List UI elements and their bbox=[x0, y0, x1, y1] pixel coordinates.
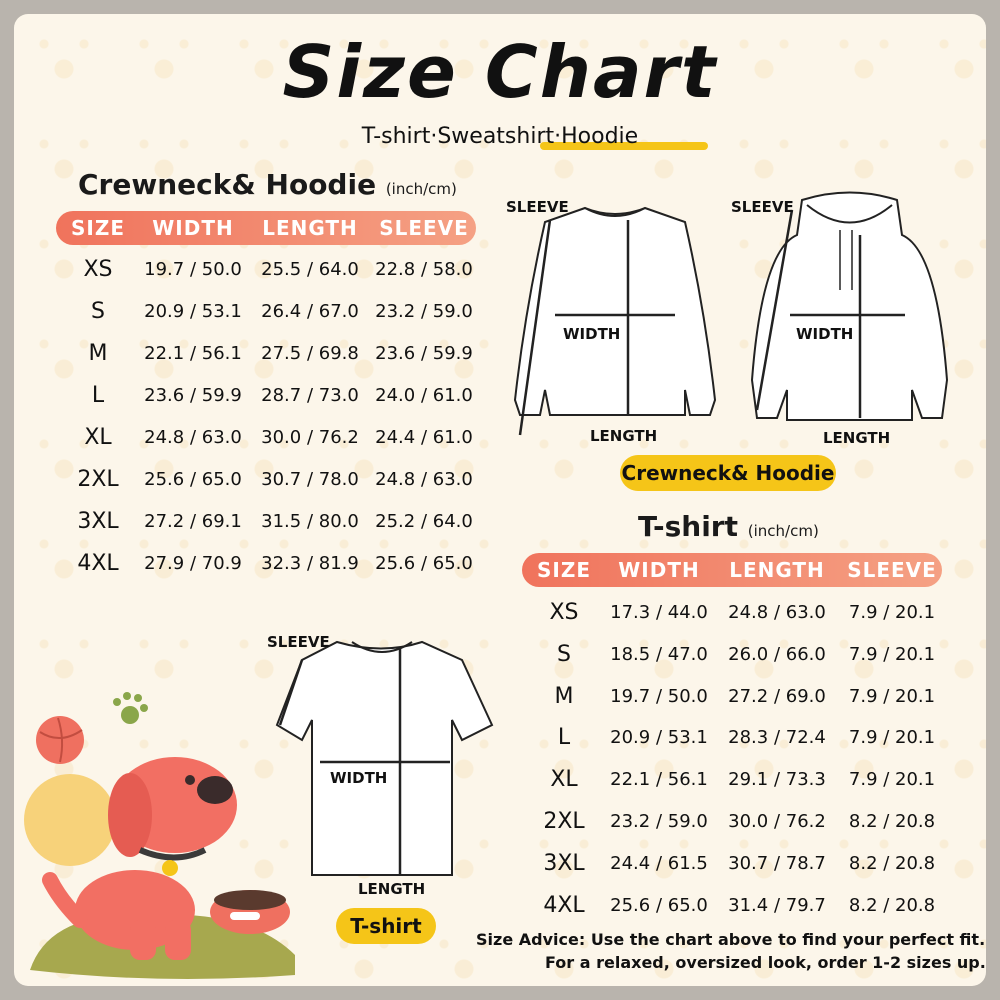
table-row bbox=[522, 851, 942, 876]
table-row bbox=[522, 684, 942, 709]
header-size: SIZE bbox=[70, 216, 125, 240]
hoodie-width-label: WIDTH bbox=[796, 325, 854, 343]
length-cell: 28.7 / 73.0 bbox=[261, 385, 359, 406]
width-cell: 24.4 / 61.5 bbox=[610, 852, 708, 874]
table-row bbox=[56, 341, 474, 366]
width-cell: 19.7 / 50.0 bbox=[610, 685, 708, 707]
size-advice-label: Size Advice: bbox=[476, 930, 586, 949]
tshirt-title: T-shirt bbox=[638, 510, 738, 543]
width-cell: 19.7 / 50.0 bbox=[144, 259, 242, 280]
size-cell: S bbox=[91, 299, 105, 324]
table-row bbox=[56, 299, 474, 324]
length-cell: 25.5 / 64.0 bbox=[261, 259, 359, 280]
width-cell: 20.9 / 53.1 bbox=[610, 727, 708, 749]
crewneck-section-title bbox=[78, 168, 457, 201]
sleeve-cell: 24.8 / 63.0 bbox=[375, 469, 473, 490]
size-cell: 2XL bbox=[77, 467, 119, 492]
tshirt-table-header bbox=[522, 553, 942, 587]
table-row bbox=[522, 767, 942, 792]
width-cell: 22.1 / 56.1 bbox=[144, 343, 242, 364]
tshirt-section-title bbox=[638, 510, 819, 543]
length-cell: 28.3 / 72.4 bbox=[728, 727, 826, 749]
page-subtitle: T-shirt·Sweatshirt·Hoodie bbox=[361, 124, 639, 149]
width-cell: 23.6 / 59.9 bbox=[144, 385, 242, 406]
header-size: SIZE bbox=[536, 558, 591, 582]
length-cell: 31.4 / 79.7 bbox=[728, 894, 826, 916]
crewneck-table-header bbox=[56, 211, 476, 245]
tshirt-unit: (inch/cm) bbox=[747, 522, 819, 540]
tshirt-diagram bbox=[272, 630, 502, 880]
sleeve-cell: 25.2 / 64.0 bbox=[375, 511, 473, 532]
length-cell: 27.5 / 69.8 bbox=[261, 343, 359, 364]
table-row bbox=[56, 509, 474, 534]
header-width: WIDTH bbox=[618, 558, 700, 582]
table-row bbox=[56, 425, 474, 450]
size-cell: XL bbox=[550, 767, 578, 793]
crewneck-sleeve-label: SLEEVE bbox=[506, 198, 569, 216]
length-cell: 32.3 / 81.9 bbox=[261, 553, 359, 574]
size-cell: M bbox=[88, 341, 108, 366]
sleeve-cell: 22.8 / 58.0 bbox=[375, 259, 473, 280]
width-cell: 24.8 / 63.0 bbox=[144, 427, 242, 448]
size-cell: 2XL bbox=[543, 809, 585, 834]
width-cell: 25.6 / 65.0 bbox=[144, 469, 242, 490]
length-cell: 26.0 / 66.0 bbox=[728, 643, 826, 665]
sleeve-cell: 24.0 / 61.0 bbox=[375, 385, 473, 406]
size-cell: XL bbox=[84, 425, 112, 450]
table-row bbox=[522, 600, 942, 625]
sleeve-cell: 8.2 / 20.8 bbox=[848, 852, 936, 874]
table-row bbox=[56, 467, 474, 492]
tshirt-width-label: WIDTH bbox=[330, 769, 388, 787]
width-cell: 18.5 / 47.0 bbox=[610, 643, 708, 665]
table-row bbox=[522, 893, 942, 918]
header-width: WIDTH bbox=[152, 216, 234, 240]
hoodie-sleeve-label: SLEEVE bbox=[731, 198, 794, 216]
table-row bbox=[56, 383, 474, 408]
paw-icon bbox=[113, 692, 148, 724]
sleeve-cell: 7.9 / 20.1 bbox=[848, 769, 936, 791]
width-cell: 27.9 / 70.9 bbox=[144, 553, 242, 574]
width-cell: 25.6 / 65.0 bbox=[610, 894, 708, 916]
size-cell: 4XL bbox=[543, 892, 585, 918]
sleeve-cell: 25.6 / 65.0 bbox=[375, 553, 473, 574]
sleeve-cell: 23.6 / 59.9 bbox=[375, 343, 473, 364]
size-cell: 4XL bbox=[77, 551, 119, 576]
header-length: LENGTH bbox=[729, 558, 825, 582]
sleeve-cell: 8.2 / 20.8 bbox=[848, 894, 936, 916]
header-length: LENGTH bbox=[262, 216, 358, 240]
crewneck-diagram bbox=[500, 190, 730, 450]
sleeve-cell: 7.9 / 20.1 bbox=[848, 685, 936, 707]
width-cell: 23.2 / 59.0 bbox=[610, 811, 708, 832]
width-cell: 20.9 / 53.1 bbox=[144, 301, 242, 322]
tshirt-badge: T-shirt bbox=[336, 908, 436, 944]
size-cell: L bbox=[557, 725, 571, 751]
size-advice-line1 bbox=[476, 930, 985, 949]
length-cell: 30.0 / 76.2 bbox=[261, 427, 359, 448]
table-row bbox=[522, 809, 942, 834]
size-cell: 3XL bbox=[543, 850, 585, 876]
size-advice-line2: For a relaxed, oversized look, order 1-2 sizes up. bbox=[545, 953, 986, 972]
bone-icon bbox=[230, 912, 260, 920]
sleeve-cell: 7.9 / 20.1 bbox=[848, 602, 936, 623]
length-cell: 31.5 / 80.0 bbox=[261, 511, 359, 532]
width-cell: 27.2 / 69.1 bbox=[144, 511, 242, 532]
length-cell: 29.1 / 73.3 bbox=[728, 769, 826, 791]
size-cell: 3XL bbox=[77, 509, 119, 534]
sleeve-cell: 7.9 / 20.1 bbox=[848, 727, 936, 749]
page-title: Size Chart bbox=[282, 30, 718, 114]
length-cell: 27.2 / 69.0 bbox=[728, 685, 826, 707]
sleeve-cell: 7.9 / 20.1 bbox=[848, 643, 936, 665]
size-advice-text1: Use the chart above to find your perfect fit. bbox=[590, 930, 986, 949]
crewneck-hoodie-badge: Crewneck& Hoodie bbox=[620, 455, 836, 491]
crewneck-unit: (inch/cm) bbox=[385, 180, 457, 198]
hoodie-length-label: LENGTH bbox=[823, 429, 891, 447]
crewneck-length-label: LENGTH bbox=[590, 427, 658, 445]
table-row bbox=[522, 725, 942, 750]
length-cell: 30.0 / 76.2 bbox=[728, 811, 826, 832]
table-row bbox=[522, 642, 942, 667]
sleeve-cell: 23.2 / 59.0 bbox=[375, 301, 473, 322]
tshirt-length-label: LENGTH bbox=[358, 880, 426, 898]
sleeve-cell: 24.4 / 61.0 bbox=[375, 427, 473, 448]
crewneck-width-label: WIDTH bbox=[563, 325, 621, 343]
length-cell: 30.7 / 78.7 bbox=[728, 852, 826, 874]
length-cell: 26.4 / 67.0 bbox=[261, 301, 359, 322]
tshirt-sleeve-label: SLEEVE bbox=[267, 633, 330, 651]
hoodie-diagram bbox=[742, 190, 957, 435]
length-cell: 24.8 / 63.0 bbox=[728, 602, 826, 623]
crewneck-title: Crewneck& Hoodie bbox=[78, 168, 377, 201]
width-cell: 17.3 / 44.0 bbox=[610, 602, 708, 623]
dog-illustration bbox=[10, 620, 300, 990]
size-cell: S bbox=[557, 641, 571, 667]
size-cell: L bbox=[91, 383, 105, 408]
header-sleeve: SLEEVE bbox=[379, 216, 469, 240]
sleeve-cell: 8.2 / 20.8 bbox=[848, 811, 936, 832]
table-row bbox=[56, 257, 474, 282]
size-cell: M bbox=[554, 683, 574, 709]
length-cell: 30.7 / 78.0 bbox=[261, 469, 359, 490]
table-row bbox=[56, 551, 474, 576]
size-cell: XS bbox=[549, 600, 579, 625]
size-cell: XS bbox=[83, 257, 113, 282]
width-cell: 22.1 / 56.1 bbox=[610, 769, 708, 791]
header-sleeve: SLEEVE bbox=[847, 558, 937, 582]
